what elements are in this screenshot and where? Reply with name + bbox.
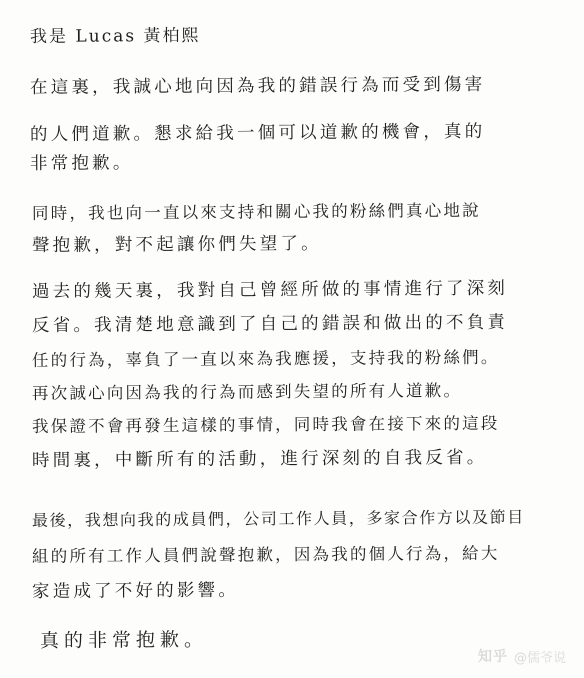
letter-line: 最後，我想向我的成員們，公司工作人員，多家合作方以及節目	[31, 507, 525, 530]
letter-line: 再次誠心向因為我的行為而感到失望的所有人道歉。	[31, 380, 463, 403]
letter-line: 任的行為，辜負了一直以來為我應援，支持我的粉絲們。	[31, 347, 500, 370]
letter-line: 過去的幾天裏，我對自己曾經所做的事情進行了深刻	[31, 278, 509, 302]
salutation: 我是 Lucas 黃柏熙	[29, 25, 201, 47]
letter-line: 在這裏，我誠心地向因為我的錯誤行為而受到傷害	[29, 74, 486, 98]
watermark-author: @儒爷说	[513, 650, 566, 666]
watermark-brand: 知乎	[477, 649, 508, 665]
zhihu-watermark	[478, 646, 566, 666]
letter-line: 時間裏，中斷所有的活動，進行深刻的自我反省。	[31, 447, 488, 471]
letter-line: 同時，我也向一直以來支持和關心我的粉絲們真心地說	[31, 200, 481, 223]
letter-line: 我保證不會再發生這樣的事情，同時我會在接下來的這段	[31, 413, 500, 436]
letter-line: 組的所有工作人員們說聲抱歉，因為我的個人行為，給大	[31, 543, 500, 566]
letter-line: 聲抱歉，對不起讓你們失望了。	[31, 233, 322, 256]
closing-line: 真的非常抱歉。	[39, 628, 209, 652]
letter-line: 家造成了不好的影響。	[31, 580, 240, 602]
letter-line: 非常抱歉。	[29, 153, 134, 174]
letter-line: 反省。我清楚地意識到了自己的錯誤和做出的不負責	[31, 312, 509, 336]
letter-line: 的人們道歉。懇求給我一個可以道歉的機會，真的	[29, 121, 486, 145]
